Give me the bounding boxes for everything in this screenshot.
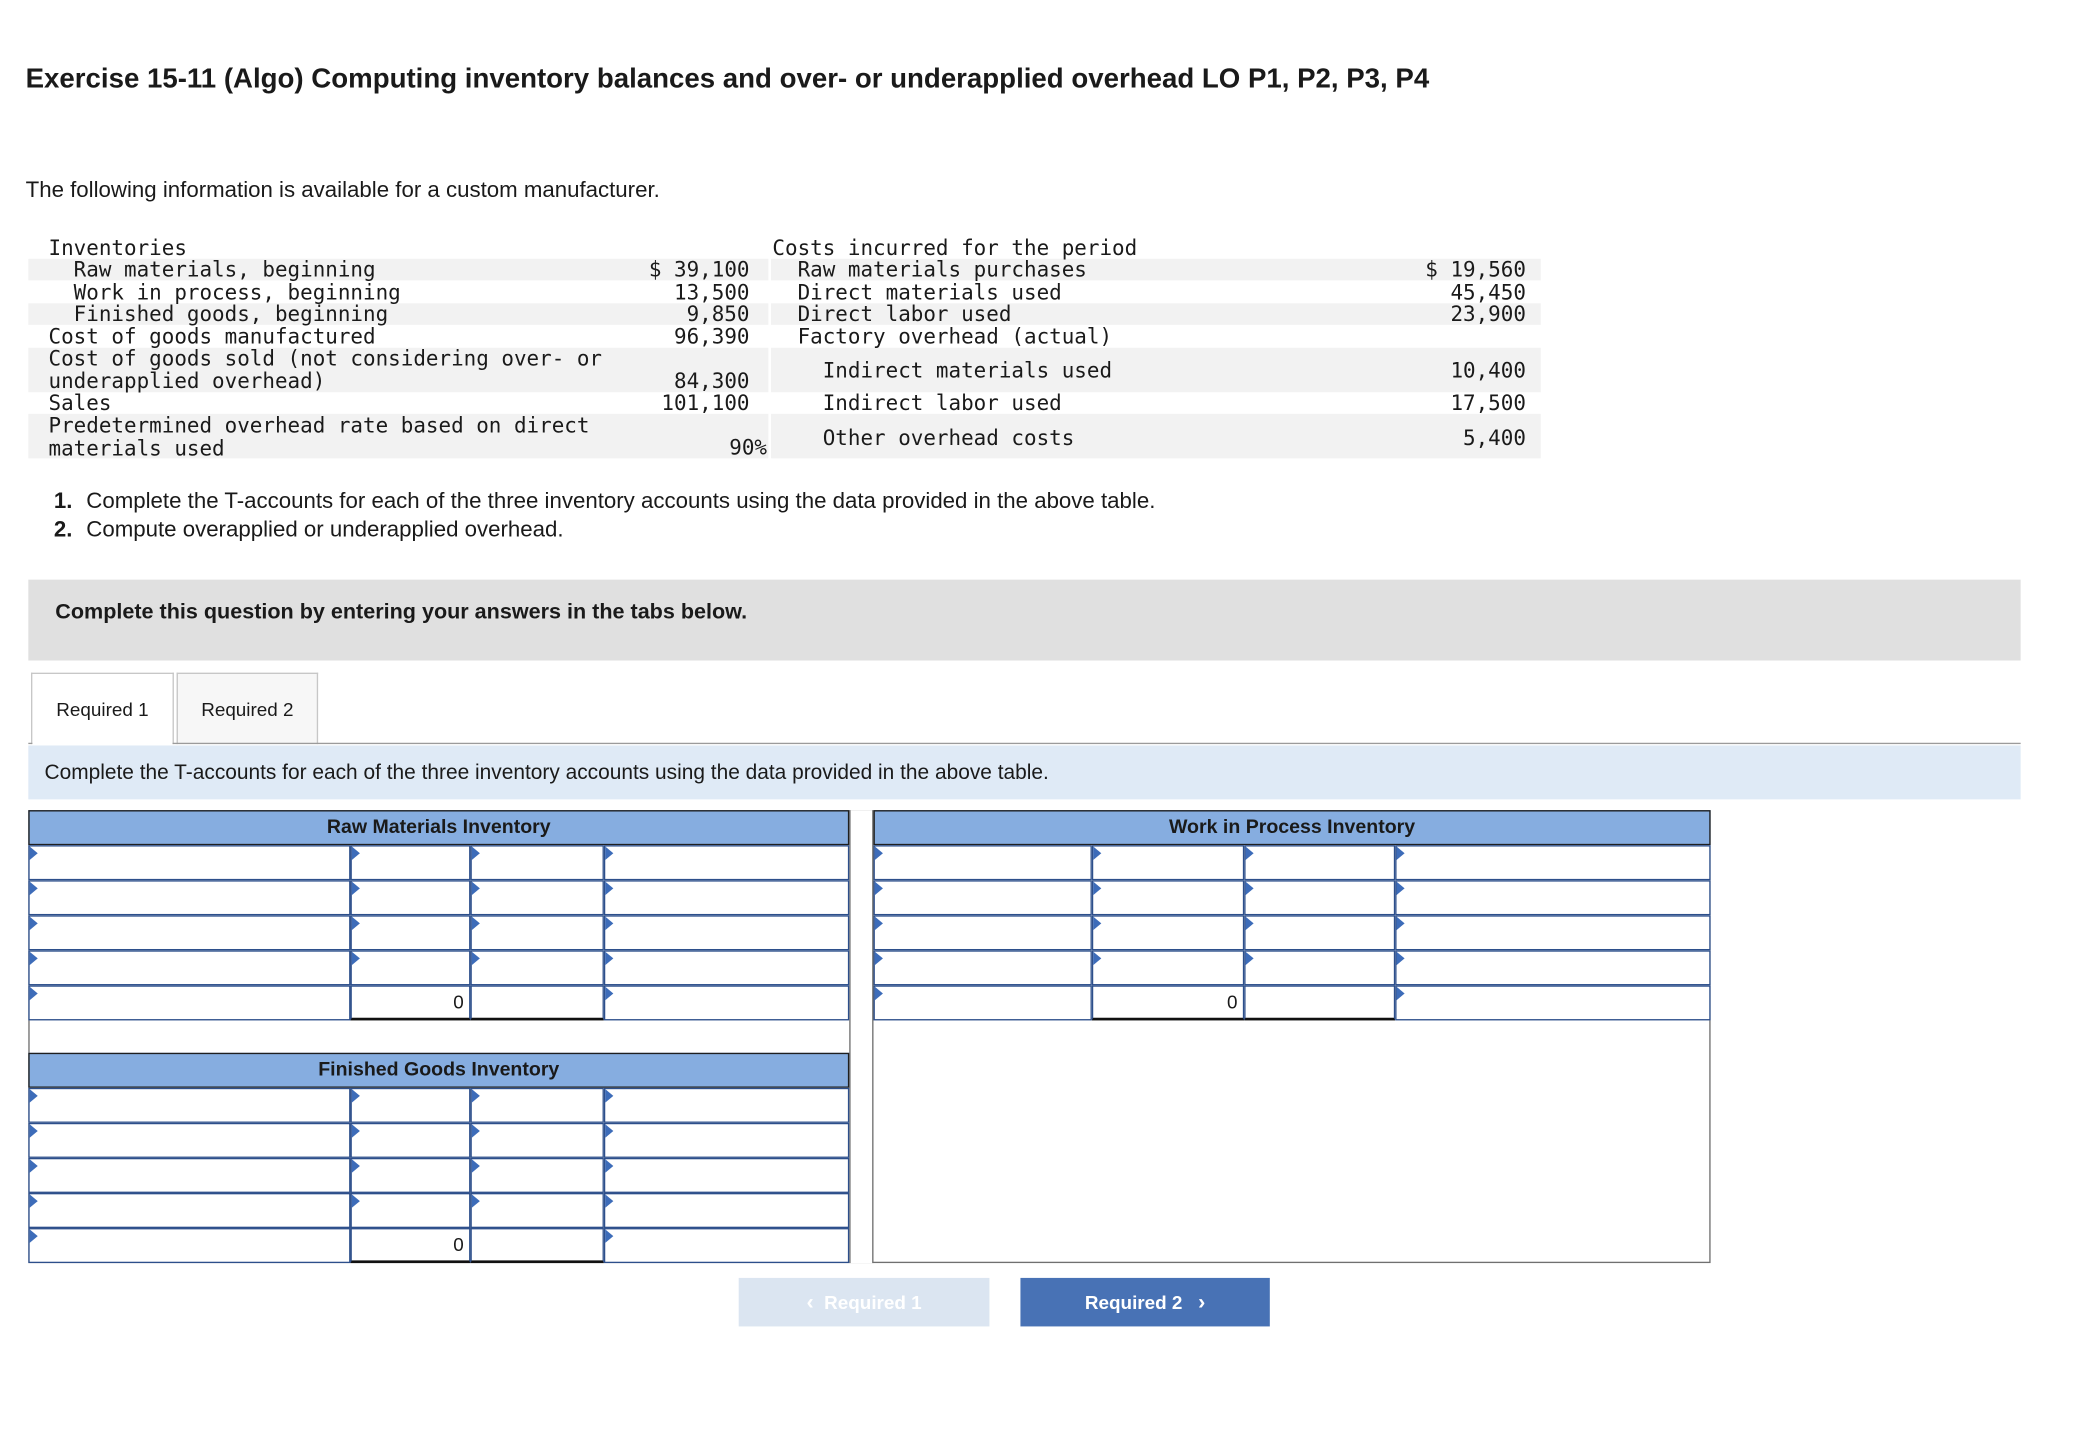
requirement-text: Complete the T-accounts for each of the three inventory accounts using the data provided in the above table.	[44, 761, 1049, 785]
taccount-input-cell[interactable]	[28, 1158, 350, 1193]
taccount-input-cell[interactable]	[470, 915, 603, 950]
input-marker-icon	[30, 1089, 38, 1102]
taccount-input-cell[interactable]	[1395, 915, 1710, 950]
debit-total-cell	[1092, 985, 1244, 1020]
input-marker-icon	[352, 1159, 360, 1172]
taccount-input-cell[interactable]	[604, 1158, 849, 1193]
instructions-list	[54, 488, 1155, 545]
info-label: Cost of goods manufactured	[48, 324, 376, 350]
input-marker-icon	[605, 952, 613, 965]
taccount-input-cell[interactable]	[874, 880, 1092, 915]
taccount-cell[interactable]	[604, 1228, 849, 1263]
input-marker-icon	[1397, 917, 1405, 930]
input-marker-icon	[1397, 952, 1405, 965]
requirement-bar	[28, 745, 2020, 799]
info-value: $ 19,560	[1425, 257, 1526, 282]
balance-value: 0	[453, 990, 464, 1013]
raw-materials-header: Raw Materials Inventory	[28, 810, 849, 845]
tab-required-1[interactable]: Required 1	[31, 673, 174, 744]
finished-goods-taccount	[28, 1088, 849, 1263]
info-label: Finished goods, beginning	[48, 301, 389, 327]
taccount-input-cell[interactable]	[28, 1193, 350, 1228]
taccount-input-cell[interactable]	[1092, 915, 1244, 950]
input-marker-icon	[30, 1159, 38, 1172]
taccount-input-cell[interactable]	[604, 880, 849, 915]
taccount-input-cell[interactable]	[1395, 880, 1710, 915]
instruction-item: 2. Compute overapplied or underapplied overhead.	[53, 517, 564, 542]
taccount-input-cell[interactable]	[28, 845, 350, 880]
input-marker-icon	[1246, 952, 1254, 965]
input-marker-icon	[605, 1229, 613, 1242]
taccount-input-cell[interactable]	[470, 950, 603, 985]
input-marker-icon	[1093, 952, 1101, 965]
info-value: 96,390	[674, 324, 750, 350]
taccount-input-cell[interactable]	[1244, 950, 1395, 985]
input-marker-icon	[1246, 917, 1254, 930]
info-value: 10,400	[1450, 358, 1526, 383]
taccount-cell[interactable]	[604, 985, 849, 1020]
balance-value: 0	[453, 1233, 464, 1255]
info-label: Sales	[48, 390, 112, 416]
taccount-input-cell[interactable]	[874, 915, 1092, 950]
input-marker-icon	[875, 847, 883, 860]
tab-required-2[interactable]: Required 2	[177, 673, 319, 744]
taccount-cell	[1244, 985, 1395, 1020]
info-label: Raw materials, beginning	[48, 257, 376, 282]
input-marker-icon	[472, 917, 480, 930]
balance-value: 0	[1226, 990, 1238, 1013]
info-label: Direct materials used	[772, 280, 1062, 305]
input-marker-icon	[30, 847, 38, 860]
input-marker-icon	[472, 1194, 480, 1207]
taccount-input-cell[interactable]	[470, 845, 603, 880]
info-value: 17,500	[1450, 390, 1526, 416]
input-marker-icon	[472, 952, 480, 965]
taccount-input-cell[interactable]	[28, 880, 350, 915]
taccount-input-cell[interactable]	[874, 845, 1092, 880]
taccount-input-cell[interactable]	[1395, 845, 1710, 880]
info-value: $ 39,100	[648, 257, 750, 282]
debit-total-cell	[350, 1228, 470, 1263]
debit-total-cell	[350, 985, 470, 1020]
chevron-right-icon: ›	[1198, 1291, 1206, 1315]
taccount-input-cell[interactable]	[470, 880, 603, 915]
info-value: 90%	[729, 435, 768, 460]
taccount-input-cell[interactable]	[28, 950, 350, 985]
info-value: 23,900	[1450, 301, 1526, 327]
input-marker-icon	[875, 882, 883, 895]
input-marker-icon	[605, 1194, 613, 1207]
instruction-item: 1. Complete the T-accounts for each of the three inventory accounts using the data provided in the above table.	[53, 489, 1156, 514]
taccount-input-cell[interactable]	[350, 1193, 470, 1228]
taccount-input-cell[interactable]	[350, 1088, 470, 1123]
info-value: 45,450	[1450, 280, 1526, 305]
info-label: Cost of goods sold (not considering over- or underapplied overhead)	[48, 346, 603, 393]
info-value: 101,100	[661, 390, 750, 416]
input-marker-icon	[30, 1229, 38, 1242]
taccount-cell[interactable]	[1395, 985, 1710, 1020]
taccount-cell	[470, 985, 603, 1020]
input-marker-icon	[605, 917, 613, 930]
taccount-cell[interactable]	[28, 1228, 350, 1263]
taccount-input-cell[interactable]	[1092, 880, 1244, 915]
input-marker-icon	[472, 847, 480, 860]
taccount-input-cell[interactable]	[350, 915, 470, 950]
input-marker-icon	[1397, 847, 1405, 860]
costs-header: Costs incurred for the period	[772, 235, 1138, 261]
taccount-input-cell[interactable]	[604, 1123, 849, 1158]
taccount-input-cell[interactable]	[350, 845, 470, 880]
info-value: 9,850	[686, 301, 750, 327]
input-marker-icon	[1246, 882, 1254, 895]
input-marker-icon	[30, 1124, 38, 1137]
work-in-process-taccount	[874, 845, 1711, 1020]
info-label: Indirect materials used	[772, 358, 1113, 383]
prev-required-button[interactable]: ‹ Required 1	[739, 1278, 990, 1327]
info-label: Other overhead costs	[772, 425, 1075, 451]
chevron-left-icon: ‹	[806, 1291, 814, 1315]
taccount-input-cell[interactable]	[350, 950, 470, 985]
taccount-input-cell[interactable]	[28, 915, 350, 950]
input-marker-icon	[472, 1159, 480, 1172]
tab-divider	[28, 743, 32, 744]
info-value: 84,300	[674, 369, 750, 394]
input-marker-icon	[605, 882, 613, 895]
taccount-input-cell[interactable]	[1092, 845, 1244, 880]
input-marker-icon	[605, 847, 613, 860]
input-marker-icon	[352, 1124, 360, 1137]
info-label: Work in process, beginning	[48, 280, 401, 305]
input-marker-icon	[472, 882, 480, 895]
taccount-input-cell[interactable]	[470, 1123, 603, 1158]
input-marker-icon	[1246, 847, 1254, 860]
taccount-input-cell[interactable]	[350, 880, 470, 915]
input-marker-icon	[352, 1089, 360, 1102]
info-label: Predetermined overhead rate based on direct materials used	[48, 413, 590, 461]
next-required-button[interactable]: Required 2 ›	[1020, 1278, 1269, 1327]
taccount-input-cell[interactable]	[604, 1088, 849, 1123]
input-marker-icon	[30, 952, 38, 965]
taccount-input-cell[interactable]	[604, 1193, 849, 1228]
info-label: Indirect labor used	[772, 390, 1062, 416]
taccount-cell[interactable]	[874, 985, 1092, 1020]
taccount-input-cell[interactable]	[1092, 950, 1244, 985]
input-marker-icon	[1397, 987, 1405, 1000]
page-title: Exercise 15-11 (Algo) Computing inventory balances and over- or underapplied overhead LO P1, P2, P3, P4	[25, 63, 1430, 95]
intro-text: The following information is available for a custom manufacturer.	[25, 177, 660, 203]
input-marker-icon	[472, 1124, 480, 1137]
info-label: Raw materials purchases	[772, 257, 1087, 282]
inventories-header: Inventories	[48, 235, 187, 261]
input-marker-icon	[352, 952, 360, 965]
taccount-input-cell[interactable]	[350, 1123, 470, 1158]
taccount-input-cell[interactable]	[470, 1158, 603, 1193]
input-marker-icon	[352, 917, 360, 930]
taccounts-gutter	[849, 810, 873, 1263]
input-marker-icon	[30, 917, 38, 930]
taccount-input-cell[interactable]	[28, 1088, 350, 1123]
finished-goods-header: Finished Goods Inventory	[28, 1053, 849, 1088]
taccount-input-cell[interactable]	[604, 950, 849, 985]
taccount-input-cell[interactable]	[28, 1123, 350, 1158]
input-marker-icon	[30, 987, 38, 1000]
taccount-input-cell[interactable]	[470, 1193, 603, 1228]
instructions-banner	[28, 580, 2020, 661]
taccount-input-cell[interactable]	[604, 915, 849, 950]
taccount-input-cell[interactable]	[470, 1088, 603, 1123]
info-label: Factory overhead (actual)	[772, 324, 1113, 350]
taccount-input-cell[interactable]	[1244, 915, 1395, 950]
tab-divider	[173, 743, 2021, 744]
input-marker-icon	[875, 952, 883, 965]
info-value: 13,500	[674, 280, 750, 305]
input-marker-icon	[605, 1124, 613, 1137]
input-marker-icon	[1397, 882, 1405, 895]
input-marker-icon	[352, 1194, 360, 1207]
taccount-input-cell[interactable]	[350, 1158, 470, 1193]
taccount-input-cell[interactable]	[1244, 845, 1395, 880]
input-marker-icon	[472, 1089, 480, 1102]
input-marker-icon	[1093, 882, 1101, 895]
input-marker-icon	[875, 917, 883, 930]
raw-materials-taccount	[28, 845, 849, 1020]
input-marker-icon	[605, 987, 613, 1000]
input-marker-icon	[30, 1194, 38, 1207]
taccount-input-cell[interactable]	[604, 845, 849, 880]
input-marker-icon	[352, 882, 360, 895]
info-label: Direct labor used	[772, 301, 1012, 327]
banner-text: Complete this question by entering your answers in the tabs below.	[55, 601, 748, 625]
input-marker-icon	[605, 1159, 613, 1172]
input-marker-icon	[30, 882, 38, 895]
taccount-input-cell[interactable]	[1244, 880, 1395, 915]
input-marker-icon	[352, 847, 360, 860]
info-value: 5,400	[1463, 425, 1526, 451]
taccount-input-cell[interactable]	[874, 950, 1092, 985]
input-marker-icon	[1093, 847, 1101, 860]
input-marker-icon	[1093, 917, 1101, 930]
work-in-process-header: Work in Process Inventory	[874, 810, 1711, 845]
taccount-input-cell[interactable]	[1395, 950, 1710, 985]
input-marker-icon	[605, 1089, 613, 1102]
taccount-cell	[470, 1228, 603, 1263]
taccount-cell[interactable]	[28, 985, 350, 1020]
input-marker-icon	[875, 987, 883, 1000]
